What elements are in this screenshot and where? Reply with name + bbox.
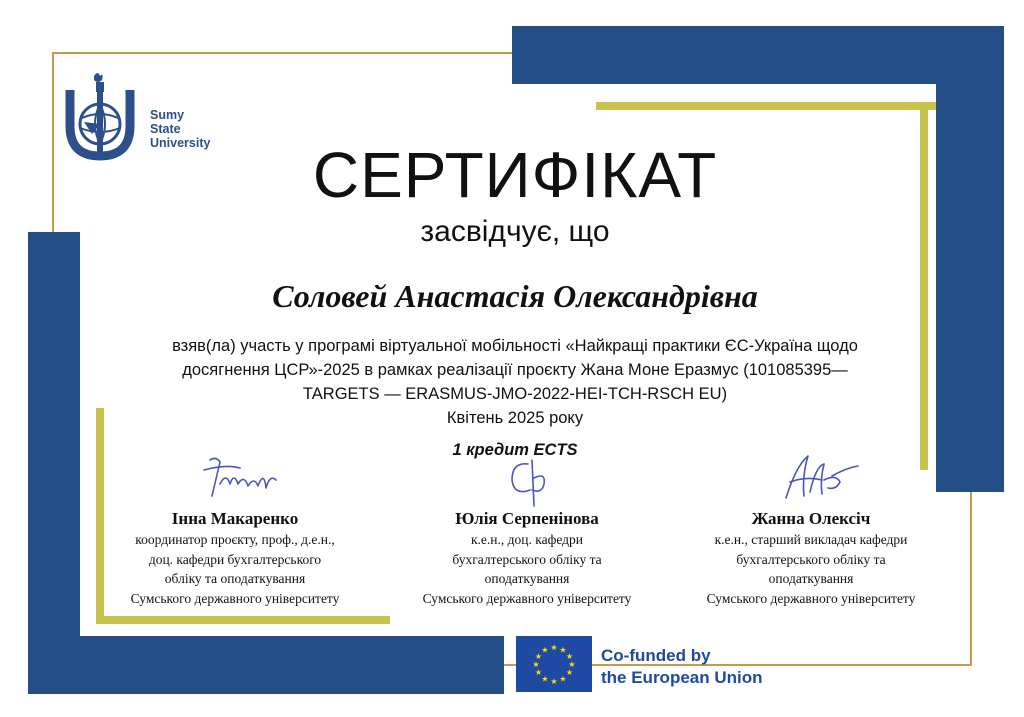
signature-2-icon [502,450,558,512]
signatory-3-role-4: Сумського державного університету [706,590,916,606]
certificate-title: СЕРТИФІКАТ [312,139,718,211]
eu-line-2: the European Union [601,668,763,687]
university-logo-icon [60,68,146,168]
olive-bar-right [920,102,928,470]
svg-text:★: ★ [541,674,549,684]
university-logo-text [150,108,210,150]
svg-text:★: ★ [559,674,567,684]
signatory-3 [676,508,946,608]
ects-credits: 1 кредит ECTS [452,441,578,459]
olive-bar-top-right [596,102,936,110]
eu-flag-icon [516,636,592,692]
eu-cofunded-text [601,645,763,689]
signatory-3-role-2: бухгалтерського обліку та [736,551,886,567]
eu-line-1: Co-funded by [601,646,711,665]
svg-text:★: ★ [565,668,574,677]
navy-block-top-right [512,26,1004,84]
navy-block-right [936,26,1004,492]
svg-text:★: ★ [541,645,549,655]
signatory-2-role-4: Сумського державного університету [422,590,632,606]
signatory-3-role-3: оподаткування [768,571,854,586]
svg-text:★: ★ [568,660,576,669]
navy-block-left [28,232,80,694]
certificate-body [120,334,910,430]
signature-1-icon [196,450,288,504]
body-line-1: взяв(ла) участь у програмі віртуальної мобільності «Найкращі практики ЄС-Україна щодо [172,337,858,355]
signatory-2-role-3: оподаткування [484,571,570,586]
svg-text:★: ★ [550,643,558,652]
signatory-3-name: Жанна Олексіч [751,509,871,528]
signature-3-icon [766,446,866,508]
svg-text:★: ★ [550,677,558,686]
certificate-subtitle: засвідчує, що [420,215,610,248]
body-line-2: досягнення ЦСР»-2025 в рамках реалізації проєкту Жана Моне Еразмус (101085395— [182,361,848,379]
signatory-1-role-2: доц. кафедри бухгалтерського [148,551,322,567]
signatory-1-role-1: координатор проєкту, проф., д.е.н., [135,532,335,547]
svg-text:★: ★ [559,645,567,655]
signatory-2-name: Юлія Серпенінова [455,509,599,528]
logo-line-1: Sumy [150,108,185,122]
recipient-name: Соловей Анастасія Олександрівна [272,278,758,314]
signatory-3-role-1: к.е.н., старший викладач кафедри [714,532,908,547]
signatory-2 [392,508,662,608]
navy-block-bottom-left [28,636,504,694]
signatory-2-role-2: бухгалтерського обліку та [452,551,602,567]
logo-line-3: University [150,136,211,150]
svg-text:★: ★ [534,668,543,677]
signatory-1 [100,508,370,608]
logo-line-2: State [150,122,181,136]
svg-text:★: ★ [534,652,543,661]
signatory-1-role-3: обліку та оподаткування [164,571,306,586]
certificate-date: Квітень 2025 року [446,409,584,427]
body-line-3: TARGETS — ERASMUS-JMO-2022-HEI-TCH-RSCH EU) [302,385,728,403]
svg-text:★: ★ [532,660,540,669]
signatory-2-role-1: к.е.н., доц. кафедри [471,532,583,547]
svg-text:★: ★ [565,652,574,661]
signatory-1-name: Інна Макаренко [171,509,299,528]
signatory-1-role-4: Сумського державного університету [130,590,340,606]
olive-bar-bottom-left [96,616,390,624]
